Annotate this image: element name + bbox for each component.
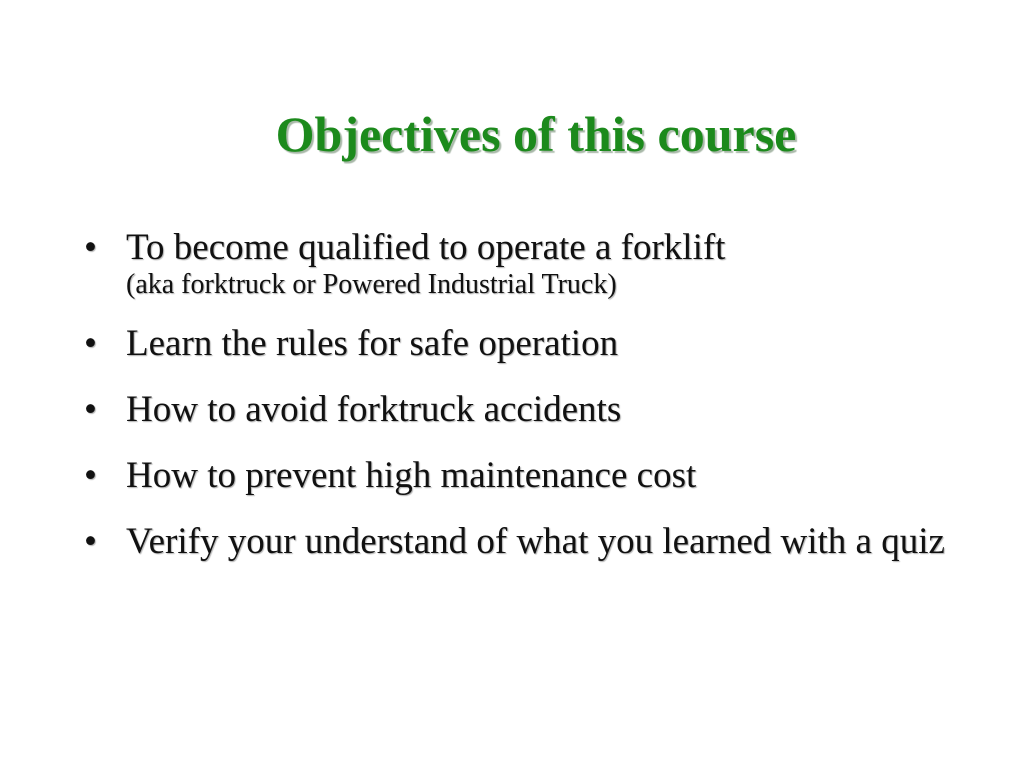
bullet-icon: • xyxy=(84,227,97,268)
list-item-text: Verify your understand of what you learned with a quiz xyxy=(126,521,945,562)
list-item-maintenance xyxy=(84,450,984,502)
list-item-text: How to prevent high maintenance cost xyxy=(126,455,697,496)
list-item-text: To become qualified to operate a forklift xyxy=(126,227,726,268)
list-item-qualified xyxy=(84,222,984,304)
bullet-icon: • xyxy=(84,323,97,364)
list-item-rules xyxy=(84,318,984,370)
slide-title: Objectives of this course xyxy=(275,106,797,162)
bullet-icon: • xyxy=(84,389,97,430)
list-item-accidents xyxy=(84,384,984,436)
bullet-icon: • xyxy=(84,521,97,562)
list-item-quiz xyxy=(84,516,984,568)
list-item-text: Learn the rules for safe operation xyxy=(126,323,619,364)
objectives-list xyxy=(84,222,984,582)
list-item-text: How to avoid forktruck accidents xyxy=(126,389,622,430)
list-item-subtext: (aka forktruck or Powered Industrial Truck) xyxy=(126,269,617,300)
bullet-icon: • xyxy=(84,455,97,496)
